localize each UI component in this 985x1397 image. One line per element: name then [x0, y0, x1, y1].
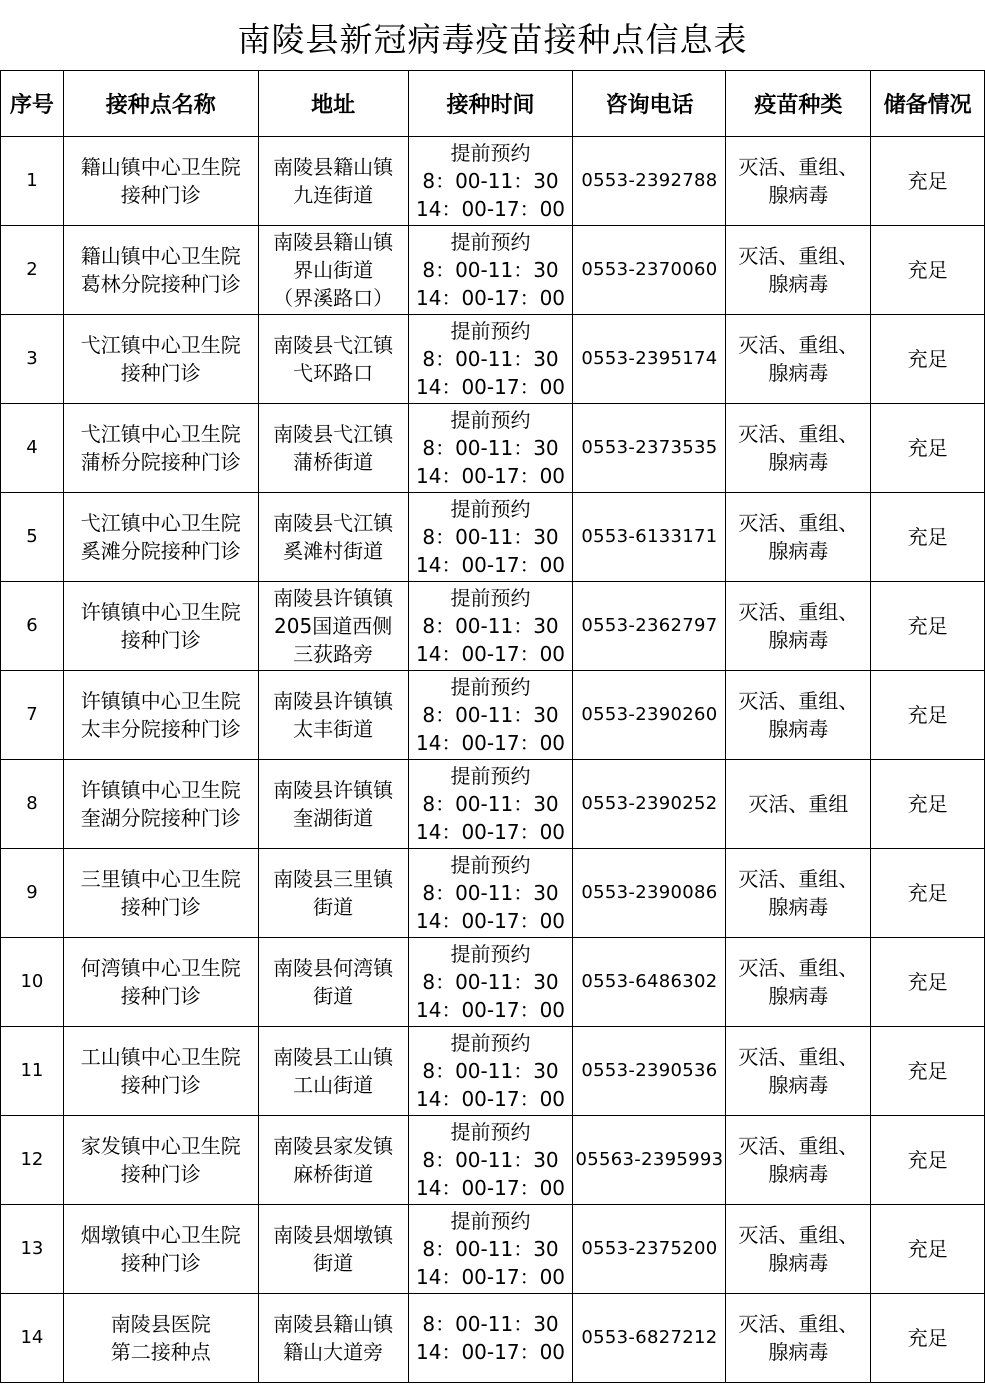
- vaccine-type-line: 腺病毒: [768, 539, 829, 563]
- table-row: [1, 938, 985, 1027]
- address-line: 南陵县弋江镇: [273, 511, 394, 535]
- cell-index: 14: [1, 1294, 64, 1383]
- cell-site-name: [63, 938, 258, 1027]
- cell-index: 2: [1, 226, 64, 315]
- table-header-row: [1, 71, 985, 137]
- vaccine-type-line: 灭活、重组、: [738, 1045, 859, 1069]
- hours-line: 14：00-17：00: [416, 1265, 566, 1289]
- cell-site-name: [63, 1205, 258, 1294]
- cell-stock: 充足: [871, 760, 985, 849]
- cell-vaccine-type: [726, 1027, 871, 1116]
- hours-line: 提前预约: [450, 764, 531, 788]
- site-name-line: 接种门诊: [120, 1251, 201, 1275]
- address-line: 南陵县工山镇: [273, 1045, 394, 1069]
- cell-site-name: [63, 137, 258, 226]
- cell-site-name: [63, 226, 258, 315]
- hours-line: 8：00-11：30: [422, 1148, 559, 1172]
- cell-site-name: [63, 404, 258, 493]
- header-hours: 接种时间: [408, 71, 573, 137]
- cell-phone: 0553-2373535: [573, 404, 726, 493]
- cell-vaccine-type: [726, 493, 871, 582]
- cell-address: [258, 1205, 408, 1294]
- cell-address: [258, 1027, 408, 1116]
- hours-line: 8：00-11：30: [422, 970, 559, 994]
- cell-phone: 0553-6827212: [573, 1294, 726, 1383]
- cell-phone: 0553-2390086: [573, 849, 726, 938]
- cell-hours: [408, 760, 573, 849]
- cell-site-name: [63, 1027, 258, 1116]
- address-line: 南陵县籍山镇: [273, 155, 394, 179]
- hours-line: 提前预约: [450, 1209, 531, 1233]
- hours-line: 8：00-11：30: [422, 347, 559, 371]
- address-line: 太丰街道: [293, 717, 374, 741]
- address-line: 南陵县籍山镇: [273, 230, 394, 254]
- hours-line: 14：00-17：00: [416, 820, 566, 844]
- address-line: 界山街道: [293, 258, 374, 282]
- cell-hours: [408, 404, 573, 493]
- cell-phone: 0553-2362797: [573, 582, 726, 671]
- hours-line: 14：00-17：00: [416, 1176, 566, 1200]
- cell-vaccine-type: [726, 1116, 871, 1205]
- cell-index: 12: [1, 1116, 64, 1205]
- cell-phone: 0553-2392788: [573, 137, 726, 226]
- cell-vaccine-type: [726, 137, 871, 226]
- vaccination-sites-table: [0, 70, 985, 1383]
- site-name-line: 三里镇中心卫生院: [80, 867, 241, 891]
- address-line: 麻桥街道: [293, 1162, 374, 1186]
- hours-line: 8：00-11：30: [422, 1237, 559, 1261]
- address-line: 南陵县弋江镇: [273, 422, 394, 446]
- cell-stock: 充足: [871, 582, 985, 671]
- vaccine-type-line: 灭活、重组、: [738, 956, 859, 980]
- cell-address: [258, 493, 408, 582]
- cell-index: 3: [1, 315, 64, 404]
- table-row: [1, 849, 985, 938]
- cell-vaccine-type: [726, 671, 871, 760]
- vaccine-type-line: 腺病毒: [768, 717, 829, 741]
- cell-phone: 0553-2390252: [573, 760, 726, 849]
- address-line: 南陵县许镇镇: [273, 778, 394, 802]
- vaccine-type-line: 腺病毒: [768, 1073, 829, 1097]
- hours-line: 14：00-17：00: [416, 1340, 566, 1364]
- site-name-line: 籍山镇中心卫生院: [80, 244, 241, 268]
- site-name-line: 工山镇中心卫生院: [80, 1045, 241, 1069]
- cell-vaccine-type: [726, 938, 871, 1027]
- address-line: 街道: [313, 895, 354, 919]
- hours-line: 8：00-11：30: [422, 881, 559, 905]
- site-name-line: 烟墩镇中心卫生院: [80, 1223, 241, 1247]
- vaccine-type-line: 灭活、重组、: [738, 333, 859, 357]
- hours-line: 提前预约: [450, 408, 531, 432]
- vaccine-type-line: 腺病毒: [768, 895, 829, 919]
- address-line: 街道: [313, 1251, 354, 1275]
- site-name-line: 弋江镇中心卫生院: [80, 422, 241, 446]
- cell-vaccine-type: [726, 849, 871, 938]
- cell-hours: [408, 226, 573, 315]
- cell-site-name: [63, 671, 258, 760]
- hours-line: 提前预约: [450, 942, 531, 966]
- cell-site-name: [63, 315, 258, 404]
- cell-vaccine-type: [726, 1205, 871, 1294]
- site-name-line: 接种门诊: [120, 984, 201, 1008]
- hours-line: 提前预约: [450, 230, 531, 254]
- site-name-line: 葛林分院接种门诊: [80, 272, 241, 296]
- site-name-line: 接种门诊: [120, 895, 201, 919]
- vaccine-type-line: 灭活、重组、: [738, 155, 859, 179]
- site-name-line: 许镇镇中心卫生院: [80, 778, 241, 802]
- site-name-line: 第二接种点: [110, 1340, 211, 1364]
- cell-vaccine-type: [726, 760, 871, 849]
- cell-index: 7: [1, 671, 64, 760]
- hours-line: 8：00-11：30: [422, 1312, 559, 1336]
- address-line: 南陵县许镇镇: [273, 689, 394, 713]
- table-row: [1, 1027, 985, 1116]
- cell-hours: [408, 1205, 573, 1294]
- cell-stock: 充足: [871, 1027, 985, 1116]
- table-row: [1, 404, 985, 493]
- cell-phone: 0553-2395174: [573, 315, 726, 404]
- cell-phone: 05563-2395993: [573, 1116, 726, 1205]
- cell-stock: 充足: [871, 404, 985, 493]
- hours-line: 提前预约: [450, 497, 531, 521]
- cell-vaccine-type: [726, 1294, 871, 1383]
- site-name-line: 许镇镇中心卫生院: [80, 600, 241, 624]
- cell-hours: [408, 1294, 573, 1383]
- table-row: [1, 137, 985, 226]
- cell-site-name: [63, 582, 258, 671]
- site-name-line: 奚滩分院接种门诊: [80, 539, 241, 563]
- address-line: 蒲桥街道: [293, 450, 374, 474]
- site-name-line: 弋江镇中心卫生院: [80, 511, 241, 535]
- cell-stock: 充足: [871, 1294, 985, 1383]
- table-row: [1, 1116, 985, 1205]
- vaccine-type-line: 腺病毒: [768, 361, 829, 385]
- vaccine-type-line: 灭活、重组、: [738, 867, 859, 891]
- cell-index: 1: [1, 137, 64, 226]
- cell-phone: 0553-2370060: [573, 226, 726, 315]
- vaccine-type-line: 灭活、重组、: [738, 422, 859, 446]
- cell-index: 9: [1, 849, 64, 938]
- hours-line: 提前预约: [450, 1120, 531, 1144]
- site-name-line: 弋江镇中心卫生院: [80, 333, 241, 357]
- hours-line: 提前预约: [450, 675, 531, 699]
- hours-line: 8：00-11：30: [422, 169, 559, 193]
- cell-index: 5: [1, 493, 64, 582]
- table-row: [1, 1205, 985, 1294]
- cell-site-name: [63, 493, 258, 582]
- address-line: 奎湖街道: [293, 806, 374, 830]
- hours-line: 14：00-17：00: [416, 1087, 566, 1111]
- cell-index: 13: [1, 1205, 64, 1294]
- site-name-line: 接种门诊: [120, 1073, 201, 1097]
- cell-index: 10: [1, 938, 64, 1027]
- address-line: 九连街道: [293, 183, 374, 207]
- cell-hours: [408, 493, 573, 582]
- address-line: （界溪路口）: [273, 286, 394, 310]
- vaccine-type-line: 灭活、重组、: [738, 1134, 859, 1158]
- page-title: 南陵县新冠病毒疫苗接种点信息表: [237, 20, 748, 59]
- address-line: 南陵县籍山镇: [273, 1312, 394, 1336]
- cell-address: [258, 671, 408, 760]
- cell-phone: 0553-2390536: [573, 1027, 726, 1116]
- address-line: 南陵县许镇镇: [273, 586, 394, 610]
- table-row: [1, 315, 985, 404]
- table-row: [1, 760, 985, 849]
- address-line: 籍山大道旁: [283, 1340, 384, 1364]
- header-site-name: 接种点名称: [63, 71, 258, 137]
- cell-hours: [408, 671, 573, 760]
- address-line: 南陵县烟墩镇: [273, 1223, 394, 1247]
- header-address: 地址: [258, 71, 408, 137]
- cell-address: [258, 315, 408, 404]
- cell-vaccine-type: [726, 404, 871, 493]
- hours-line: 提前预约: [450, 1031, 531, 1055]
- vaccine-type-line: 灭活、重组、: [738, 511, 859, 535]
- hours-line: 14：00-17：00: [416, 909, 566, 933]
- hours-line: 提前预约: [450, 141, 531, 165]
- cell-phone: 0553-6133171: [573, 493, 726, 582]
- hours-line: 8：00-11：30: [422, 258, 559, 282]
- vaccine-type-line: 腺病毒: [768, 1162, 829, 1186]
- vaccine-type-line: 灭活、重组: [748, 792, 849, 816]
- site-name-line: 太丰分院接种门诊: [80, 717, 241, 741]
- address-line: 南陵县何湾镇: [273, 956, 394, 980]
- site-name-line: 许镇镇中心卫生院: [80, 689, 241, 713]
- vaccine-type-line: 腺病毒: [768, 984, 829, 1008]
- hours-line: 14：00-17：00: [416, 553, 566, 577]
- cell-address: [258, 1294, 408, 1383]
- cell-address: [258, 137, 408, 226]
- vaccine-type-line: 腺病毒: [768, 1340, 829, 1364]
- site-name-line: 接种门诊: [120, 628, 201, 652]
- cell-stock: 充足: [871, 1116, 985, 1205]
- cell-address: [258, 760, 408, 849]
- hours-line: 14：00-17：00: [416, 464, 566, 488]
- table-row: [1, 671, 985, 760]
- hours-line: 提前预约: [450, 853, 531, 877]
- cell-index: 4: [1, 404, 64, 493]
- site-name-line: 籍山镇中心卫生院: [80, 155, 241, 179]
- hours-line: 14：00-17：00: [416, 998, 566, 1022]
- cell-stock: 充足: [871, 849, 985, 938]
- site-name-line: 何湾镇中心卫生院: [80, 956, 241, 980]
- site-name-line: 奎湖分院接种门诊: [80, 806, 241, 830]
- hours-line: 14：00-17：00: [416, 642, 566, 666]
- site-name-line: 接种门诊: [120, 361, 201, 385]
- cell-phone: 0553-6486302: [573, 938, 726, 1027]
- cell-index: 6: [1, 582, 64, 671]
- cell-address: [258, 582, 408, 671]
- cell-stock: 充足: [871, 226, 985, 315]
- cell-hours: [408, 1116, 573, 1205]
- header-index: 序号: [1, 71, 64, 137]
- hours-line: 8：00-11：30: [422, 525, 559, 549]
- vaccine-type-line: 灭活、重组、: [738, 689, 859, 713]
- cell-hours: [408, 137, 573, 226]
- cell-address: [258, 849, 408, 938]
- cell-hours: [408, 315, 573, 404]
- site-name-line: 南陵县医院: [110, 1312, 211, 1336]
- table-row: [1, 226, 985, 315]
- hours-line: 8：00-11：30: [422, 703, 559, 727]
- hours-line: 8：00-11：30: [422, 792, 559, 816]
- table-row: [1, 582, 985, 671]
- address-line: 工山街道: [293, 1073, 374, 1097]
- table-body: [1, 137, 985, 1383]
- cell-vaccine-type: [726, 226, 871, 315]
- cell-hours: [408, 582, 573, 671]
- vaccine-type-line: 腺病毒: [768, 1251, 829, 1275]
- hours-line: 8：00-11：30: [422, 1059, 559, 1083]
- cell-vaccine-type: [726, 315, 871, 404]
- vaccine-type-line: 灭活、重组、: [738, 600, 859, 624]
- header-phone: 咨询电话: [573, 71, 726, 137]
- hours-line: 14：00-17：00: [416, 731, 566, 755]
- cell-stock: 充足: [871, 1205, 985, 1294]
- vaccine-type-line: 灭活、重组、: [738, 244, 859, 268]
- cell-hours: [408, 849, 573, 938]
- address-line: 205国道西侧: [274, 614, 393, 638]
- hours-line: 14：00-17：00: [416, 286, 566, 310]
- cell-site-name: [63, 1116, 258, 1205]
- table-row: [1, 493, 985, 582]
- hours-line: 8：00-11：30: [422, 614, 559, 638]
- vaccine-type-line: 腺病毒: [768, 450, 829, 474]
- cell-hours: [408, 938, 573, 1027]
- address-line: 南陵县三里镇: [273, 867, 394, 891]
- cell-vaccine-type: [726, 582, 871, 671]
- vaccine-type-line: 灭活、重组、: [738, 1312, 859, 1336]
- site-name-line: 接种门诊: [120, 183, 201, 207]
- address-line: 三荻路旁: [293, 642, 374, 666]
- cell-index: 8: [1, 760, 64, 849]
- cell-phone: 0553-2375200: [573, 1205, 726, 1294]
- site-name-line: 家发镇中心卫生院: [80, 1134, 241, 1158]
- cell-stock: 充足: [871, 493, 985, 582]
- address-line: 弋环路口: [293, 361, 374, 385]
- cell-stock: 充足: [871, 315, 985, 404]
- header-stock: 储备情况: [871, 71, 985, 137]
- site-name-line: 接种门诊: [120, 1162, 201, 1186]
- hours-line: 14：00-17：00: [416, 197, 566, 221]
- address-line: 奚滩村街道: [283, 539, 384, 563]
- hours-line: 提前预约: [450, 586, 531, 610]
- hours-line: 提前预约: [450, 319, 531, 343]
- cell-address: [258, 226, 408, 315]
- vaccine-type-line: 腺病毒: [768, 183, 829, 207]
- cell-index: 11: [1, 1027, 64, 1116]
- address-line: 南陵县家发镇: [273, 1134, 394, 1158]
- cell-stock: 充足: [871, 137, 985, 226]
- hours-line: 14：00-17：00: [416, 375, 566, 399]
- address-line: 街道: [313, 984, 354, 1008]
- cell-hours: [408, 1027, 573, 1116]
- cell-address: [258, 938, 408, 1027]
- vaccine-type-line: 灭活、重组、: [738, 1223, 859, 1247]
- table-row: [1, 1294, 985, 1383]
- cell-site-name: [63, 1294, 258, 1383]
- hours-line: 8：00-11：30: [422, 436, 559, 460]
- address-line: 南陵县弋江镇: [273, 333, 394, 357]
- site-name-line: 蒲桥分院接种门诊: [80, 450, 241, 474]
- cell-phone: 0553-2390260: [573, 671, 726, 760]
- header-vaccine-type: 疫苗种类: [726, 71, 871, 137]
- cell-site-name: [63, 849, 258, 938]
- cell-address: [258, 404, 408, 493]
- vaccine-type-line: 腺病毒: [768, 272, 829, 296]
- cell-stock: 充足: [871, 671, 985, 760]
- cell-address: [258, 1116, 408, 1205]
- cell-site-name: [63, 760, 258, 849]
- vaccine-type-line: 腺病毒: [768, 628, 829, 652]
- cell-stock: 充足: [871, 938, 985, 1027]
